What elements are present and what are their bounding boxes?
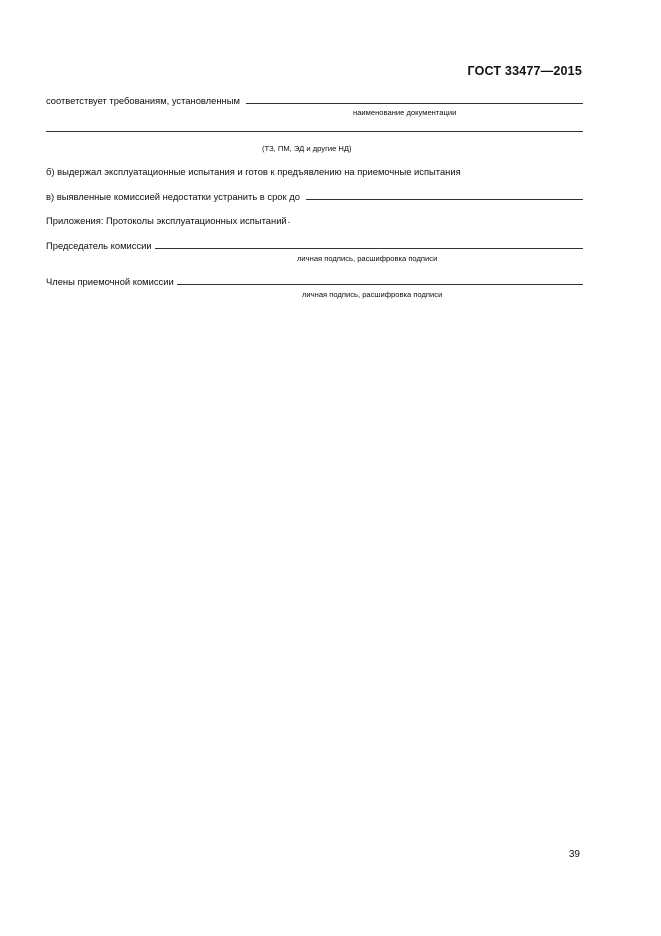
page-number: 39 <box>568 849 580 860</box>
appendix-end: . <box>287 215 291 226</box>
members-signature-blank <box>177 284 583 285</box>
members-label: Члены приемочной комиссии <box>46 276 174 287</box>
requirements-label: соответствует требованиям, установленным <box>46 95 240 106</box>
item-v <box>46 191 583 202</box>
deadline-blank <box>306 199 583 200</box>
documents-blank <box>46 131 583 132</box>
requirements-line <box>46 95 583 106</box>
chair-line <box>46 240 583 251</box>
chair-signature-blank <box>155 248 583 249</box>
documents-caption: (ТЗ, ПМ, ЭД и другие НД) <box>262 144 352 153</box>
standard-designation: ГОСТ 33477—2015 <box>467 64 582 78</box>
item-b-text: б) выдержал эксплуатационные испытания и готов к предъявлению на приемочные испытания <box>46 166 461 177</box>
item-v-text: в) выявленные комиссией недостатки устранить в срок до <box>46 191 300 202</box>
item-b <box>46 166 583 177</box>
chair-label: Председатель комиссии <box>46 240 152 251</box>
appendix-line <box>46 215 583 226</box>
chair-caption: личная подпись, расшифровка подписи <box>297 254 438 263</box>
members-caption: личная подпись, расшифровка подписи <box>302 290 443 299</box>
members-line <box>46 276 583 287</box>
documents-line <box>46 131 583 134</box>
appendix-text: Приложения: Протоколы эксплуатационных испытаний <box>46 215 287 226</box>
documentation-caption: наименование документации <box>353 108 457 117</box>
documentation-blank <box>246 103 583 104</box>
